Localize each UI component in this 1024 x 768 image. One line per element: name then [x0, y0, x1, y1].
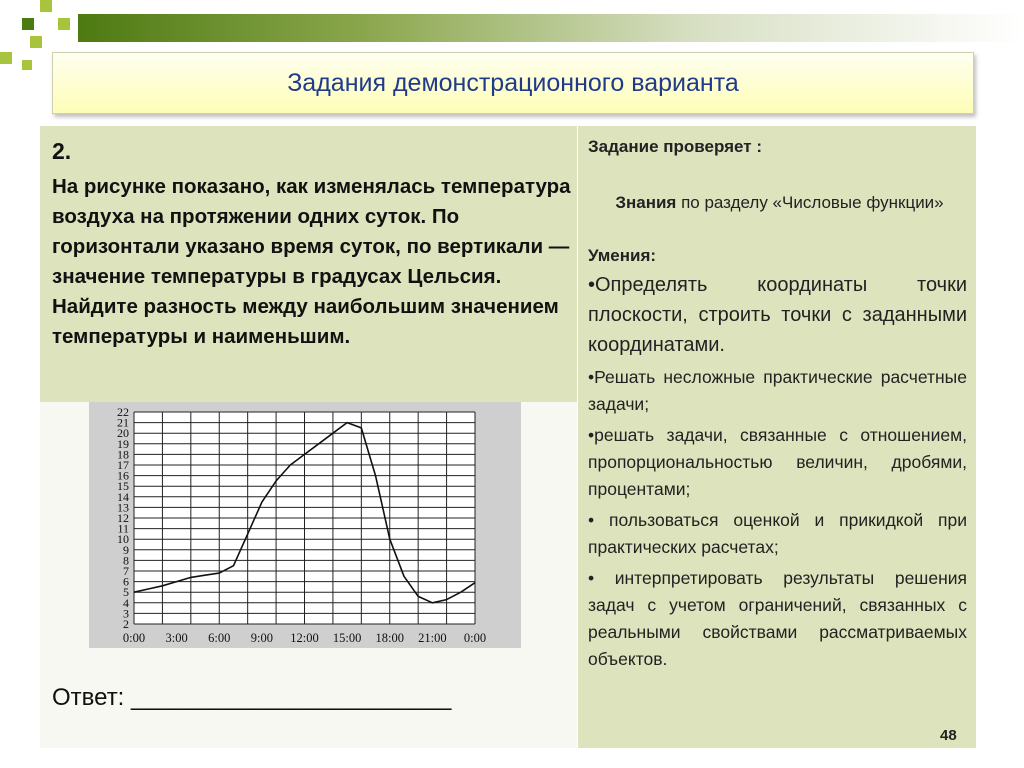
y-tick-label: 5 — [123, 585, 129, 600]
knowledge-line — [588, 190, 971, 216]
decor-square — [40, 0, 52, 12]
y-tick-label: 10 — [117, 532, 129, 547]
y-tick-label: 17 — [117, 458, 129, 472]
skill-item: •Определять координаты точки плоскости, строить точки с заданными координатами. — [588, 274, 967, 356]
x-tick-label: 0:00 — [122, 631, 146, 645]
x-tick-label: 9:00 — [250, 631, 273, 645]
header-gradient-bar — [78, 14, 1024, 42]
y-tick-label: 21 — [117, 415, 129, 430]
x-tick-label: 6:00 — [208, 631, 231, 645]
decor-square — [22, 60, 32, 70]
decor-square — [22, 18, 34, 30]
skills-heading: Умения: — [588, 246, 657, 265]
task-number: 2. — [52, 138, 72, 164]
y-tick-label: 4 — [123, 595, 129, 610]
page-number: 48 — [940, 727, 957, 744]
skill-item: •решать задачи, связанные с отношением, пропорциональностью величин, дробями, процентами; — [588, 425, 967, 499]
decor-square — [0, 52, 12, 64]
y-tick-label: 16 — [117, 468, 129, 483]
y-tick-label: 3 — [123, 606, 129, 621]
skill-item: • пользоваться оценкой и прикидкой при практических расчетах; — [588, 510, 967, 557]
decor-square — [58, 18, 70, 30]
y-tick-label: 15 — [117, 479, 129, 494]
slide-title-box — [52, 52, 974, 114]
x-tick-label: 0:00 — [463, 631, 487, 645]
y-tick-label: 20 — [117, 426, 129, 441]
x-tick-label: 21:00 — [418, 631, 447, 645]
y-tick-label: 11 — [117, 521, 129, 536]
checks-heading: Задание проверяет : — [588, 137, 762, 156]
skills-list — [588, 270, 967, 677]
chart-svg — [89, 402, 521, 648]
y-tick-label: 18 — [117, 447, 129, 462]
x-tick-label: 18:00 — [375, 631, 404, 645]
x-tick-label: 12:00 — [290, 631, 319, 645]
y-tick-label: 7 — [123, 564, 129, 578]
y-tick-label: 8 — [123, 553, 129, 568]
decor-square — [30, 36, 42, 48]
skill-item: • интерпретировать результаты решения задач с учетом ограничений, связанных с реальными свойствами рассматриваемых объектов. — [588, 568, 967, 669]
task-text: На рисунке показано, как изменялась температура воздуха на протяжении одних суток. По горизонтали указано время суток, по вертикали — значение температуры в градусах Цельсия. Найдите разность между наибольшим значением температуры и наименьшим. — [52, 175, 571, 348]
knowledge-rest: по разделу «Числовые функции» — [676, 193, 944, 212]
answer-line: Ответ: ________________________ — [52, 684, 452, 711]
skill-item: •Решать несложные практические расчетные задачи; — [588, 367, 967, 414]
y-tick-label: 12 — [117, 511, 129, 525]
temperature-chart — [89, 402, 521, 648]
y-tick-label: 14 — [117, 489, 129, 504]
x-tick-label: 15:00 — [332, 631, 362, 645]
y-tick-label: 22 — [117, 405, 129, 419]
y-tick-label: 6 — [123, 574, 129, 589]
y-tick-label: 19 — [117, 436, 129, 451]
y-tick-label: 9 — [123, 542, 129, 557]
y-tick-label: 13 — [117, 500, 129, 515]
slide-title: Задания демонстрационного варианта — [287, 68, 739, 97]
knowledge-bold: Знания — [615, 193, 677, 212]
x-tick-label: 3:00 — [165, 631, 188, 645]
y-tick-label: 2 — [123, 617, 129, 631]
